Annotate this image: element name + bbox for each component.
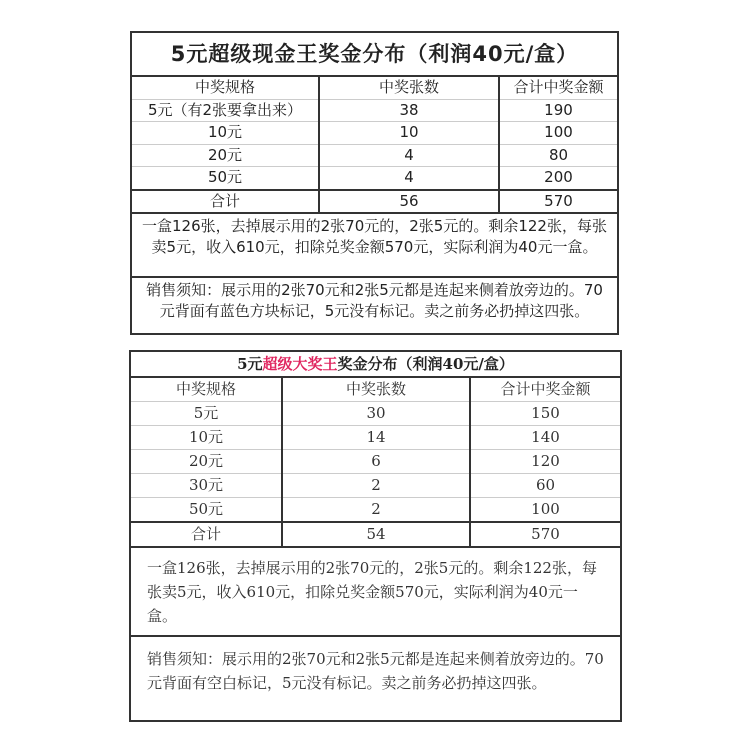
table-cell: 4 [319,144,499,167]
table-row [132,144,617,167]
table-row [131,474,620,498]
table-row [131,450,620,474]
table-cell: 10 [319,122,499,145]
table-title: 5元超级现金王奖金分布（利润40元/盒） [132,33,617,77]
table-cell: 140 [470,426,620,450]
total-row [132,190,617,214]
table-row [131,402,620,426]
table-cell: 5元 [131,402,282,426]
table-cell: 20元 [131,450,282,474]
cash-king-prize-table [130,31,619,335]
header-cell: 合计中奖金额 [470,378,620,402]
table-cell: 50元 [132,167,319,190]
header-cell: 中奖张数 [282,378,470,402]
total-row [131,522,620,547]
table-cell: 2 [282,474,470,498]
header-row [132,77,617,99]
table-cell: 30 [282,402,470,426]
table-cell: 150 [470,402,620,426]
table-row [132,99,617,122]
profit-explanation: 一盒126张，去掉展示用的2张70元的，2张5元的。剩余122张，每张卖5元，收入610元，扣除兑奖金额570元，实际利润为40元一盒。 [132,214,617,278]
sales-note: 销售须知：展示用的2张70元和2张5元都是连起来侧着放旁边的。70元背面有蓝色方块标记，5元没有标记。卖之前务必扔掉这四张。 [146,281,603,320]
header-row [131,378,620,402]
prize-grid [131,378,620,548]
table-title [131,352,620,378]
table-cell: 100 [470,498,620,523]
profit-explanation: 一盒126张，去掉展示用的2张70元的，2张5元的。剩余122张，每张卖5元，收入610元，扣除兑奖金额570元，实际利润为40元一盒。 [131,548,620,637]
table-cell: 80 [499,144,617,167]
table-cell: 4 [319,167,499,190]
grand-prize-king-table [129,350,622,722]
header-cell: 中奖张数 [319,77,499,99]
header-cell: 中奖规格 [132,77,319,99]
table-cell: 120 [470,450,620,474]
table-cell: 56 [319,190,499,214]
table-cell: 50元 [131,498,282,523]
table-cell: 2 [282,498,470,523]
table-row [132,167,617,190]
table-cell: 570 [470,522,620,547]
header-cell: 中奖规格 [131,378,282,402]
title-highlight: 超级大奖王 [262,355,338,373]
header-cell: 合计中奖金额 [499,77,617,99]
table-cell: 54 [282,522,470,547]
title-suffix: 奖金分布（利润40元/盒） [337,355,514,373]
table-cell: 60 [470,474,620,498]
table-cell: 570 [499,190,617,214]
table-cell: 合计 [132,190,319,214]
table-cell: 20元 [132,144,319,167]
table-cell: 6 [282,450,470,474]
table-row [132,122,617,145]
table-cell: 10元 [131,426,282,450]
table-cell: 10元 [132,122,319,145]
title-prefix: 5元 [237,355,263,373]
prize-grid [132,77,617,214]
table-cell: 38 [319,99,499,122]
table-row [131,498,620,523]
table-row [131,426,620,450]
table-cell: 合计 [131,522,282,547]
table-cell: 30元 [131,474,282,498]
table-cell: 200 [499,167,617,190]
table-cell: 190 [499,99,617,122]
table-cell: 5元（有2张要拿出来） [132,99,319,122]
table-cell: 14 [282,426,470,450]
sales-note: 销售须知：展示用的2张70元和2张5元都是连起来侧着放旁边的。70元背面有空白标记，5元没有标记。卖之前务必扔掉这四张。 [147,650,604,692]
table-cell: 100 [499,122,617,145]
